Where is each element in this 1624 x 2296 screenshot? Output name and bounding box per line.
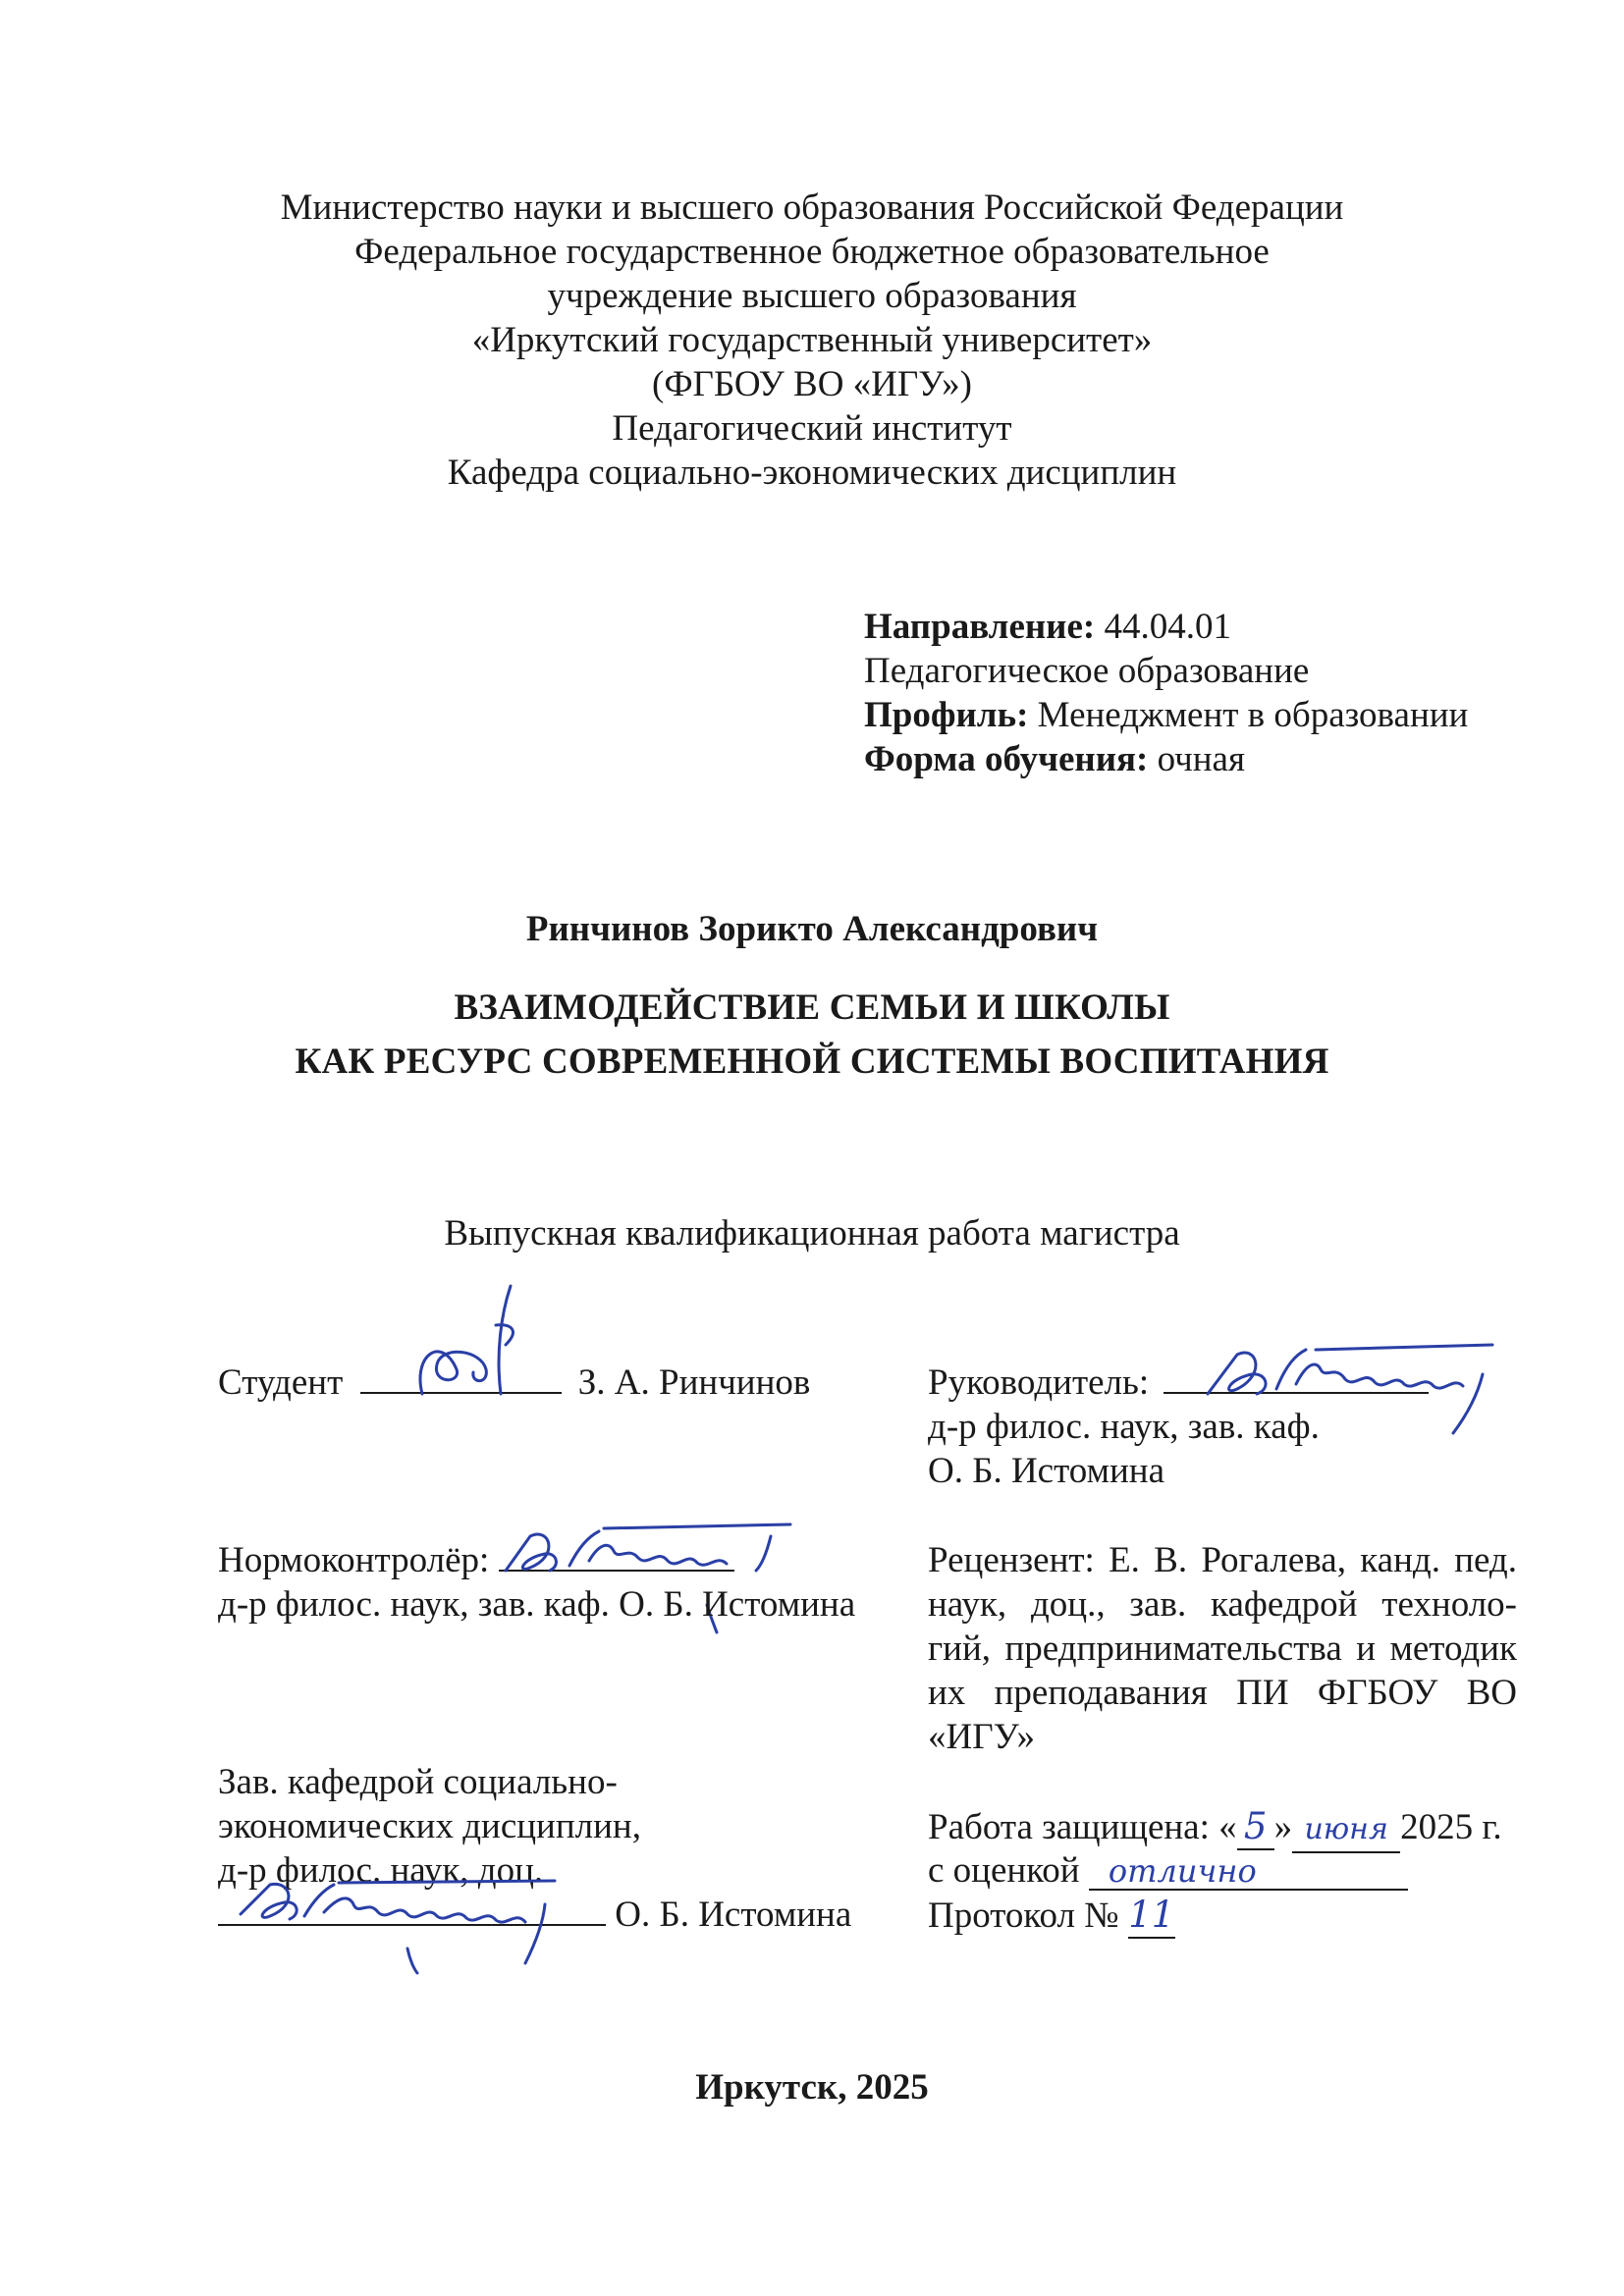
author-name: Ринчинов Зорикто Александрович	[525, 909, 1099, 949]
direction-line	[864, 606, 1231, 649]
head-line2: экономических дисциплин,	[218, 1806, 641, 1846]
profile-value: Менеджмент в образовании	[1037, 695, 1469, 735]
defense-label: Работа защищена: «	[928, 1807, 1237, 1847]
direction-label: Направление:	[864, 607, 1096, 647]
header-line: «Иркутский государственный университет»	[471, 320, 1153, 360]
form-label: Форма обучения:	[864, 739, 1149, 779]
normcontrol-label: Нормоконтролёр:	[218, 1540, 490, 1580]
reviewer-line: «ИГУ»	[928, 1717, 1035, 1757]
supervisor-label: Руководитель:	[928, 1362, 1150, 1403]
direction-code: 44.04.01	[1104, 607, 1231, 647]
student-signature	[403, 1276, 540, 1414]
header-line: учреждение высшего образования	[547, 276, 1077, 316]
header-line: Кафедра социально-экономических дисциплин	[447, 453, 1177, 493]
reviewer-line: Рецензент: Е. В. Рогалева, канд. пед.	[928, 1540, 1517, 1580]
student-label: Студент	[218, 1362, 344, 1403]
normcontrol-details: д-р филос. наук, зав. каф. О. Б. Истомина	[218, 1584, 856, 1625]
profile-line	[864, 694, 1468, 737]
header-line: Педагогический институт	[612, 408, 1012, 449]
city-year: Иркутск, 2025	[695, 2067, 929, 2108]
grade-label: с оценкой	[928, 1850, 1080, 1891]
thesis-title-line2: КАК РЕСУРС СОВРЕМЕННОЙ СИСТЕМЫ ВОСПИТАНИЯ	[295, 1041, 1329, 1082]
protocol-number: 11	[1128, 1894, 1175, 1939]
reviewer-line: их преподавания ПИ ФГБОУ ВО	[928, 1673, 1517, 1713]
student-name: З. А. Ринчинов	[577, 1362, 811, 1403]
thesis-title-line1: ВЗАИМОДЕЙСТВИЕ СЕМЬИ И ШКОЛЫ	[454, 988, 1170, 1028]
reviewer-line: наук, доц., зав. кафедрой техноло-	[928, 1584, 1517, 1625]
head-line1: Зав. кафедрой социально-	[218, 1762, 618, 1802]
grade-value: отлично	[1089, 1853, 1408, 1891]
direction-name: Педагогическое образование	[864, 651, 1310, 691]
supervisor-degree: д-р филос. наук, зав. каф.	[928, 1407, 1320, 1447]
header-line: Федеральное государственное бюджетное образовательное	[354, 232, 1270, 272]
supervisor-name: О. Б. Истомина	[928, 1451, 1165, 1491]
protocol-line	[928, 1894, 1175, 1939]
header-line: (ФГБОУ ВО «ИГУ»)	[652, 364, 972, 404]
form-value: очная	[1157, 739, 1246, 779]
defense-year: 2025 г.	[1400, 1807, 1502, 1847]
defense-month: июня	[1292, 1808, 1400, 1853]
work-type: Выпускная квалификационная работа магистра	[444, 1213, 1180, 1254]
header-line: Министерство науки и высшего образования Российской Федерации	[280, 187, 1344, 228]
reviewer-line: гий, предпринимательства и методик	[928, 1629, 1517, 1669]
head-signature	[231, 1875, 604, 1983]
defense-day: 5	[1237, 1805, 1274, 1850]
form-line	[864, 738, 1245, 781]
profile-label: Профиль:	[864, 695, 1029, 735]
defense-quote-close: »	[1273, 1807, 1293, 1847]
head-line3: д-р филос. наук, доц.	[218, 1850, 544, 1891]
protocol-label: Протокол №	[928, 1896, 1119, 1936]
head-name: О. Б. Истомина	[615, 1895, 852, 1935]
grade-line	[928, 1849, 1408, 1893]
defense-line	[928, 1805, 1502, 1853]
